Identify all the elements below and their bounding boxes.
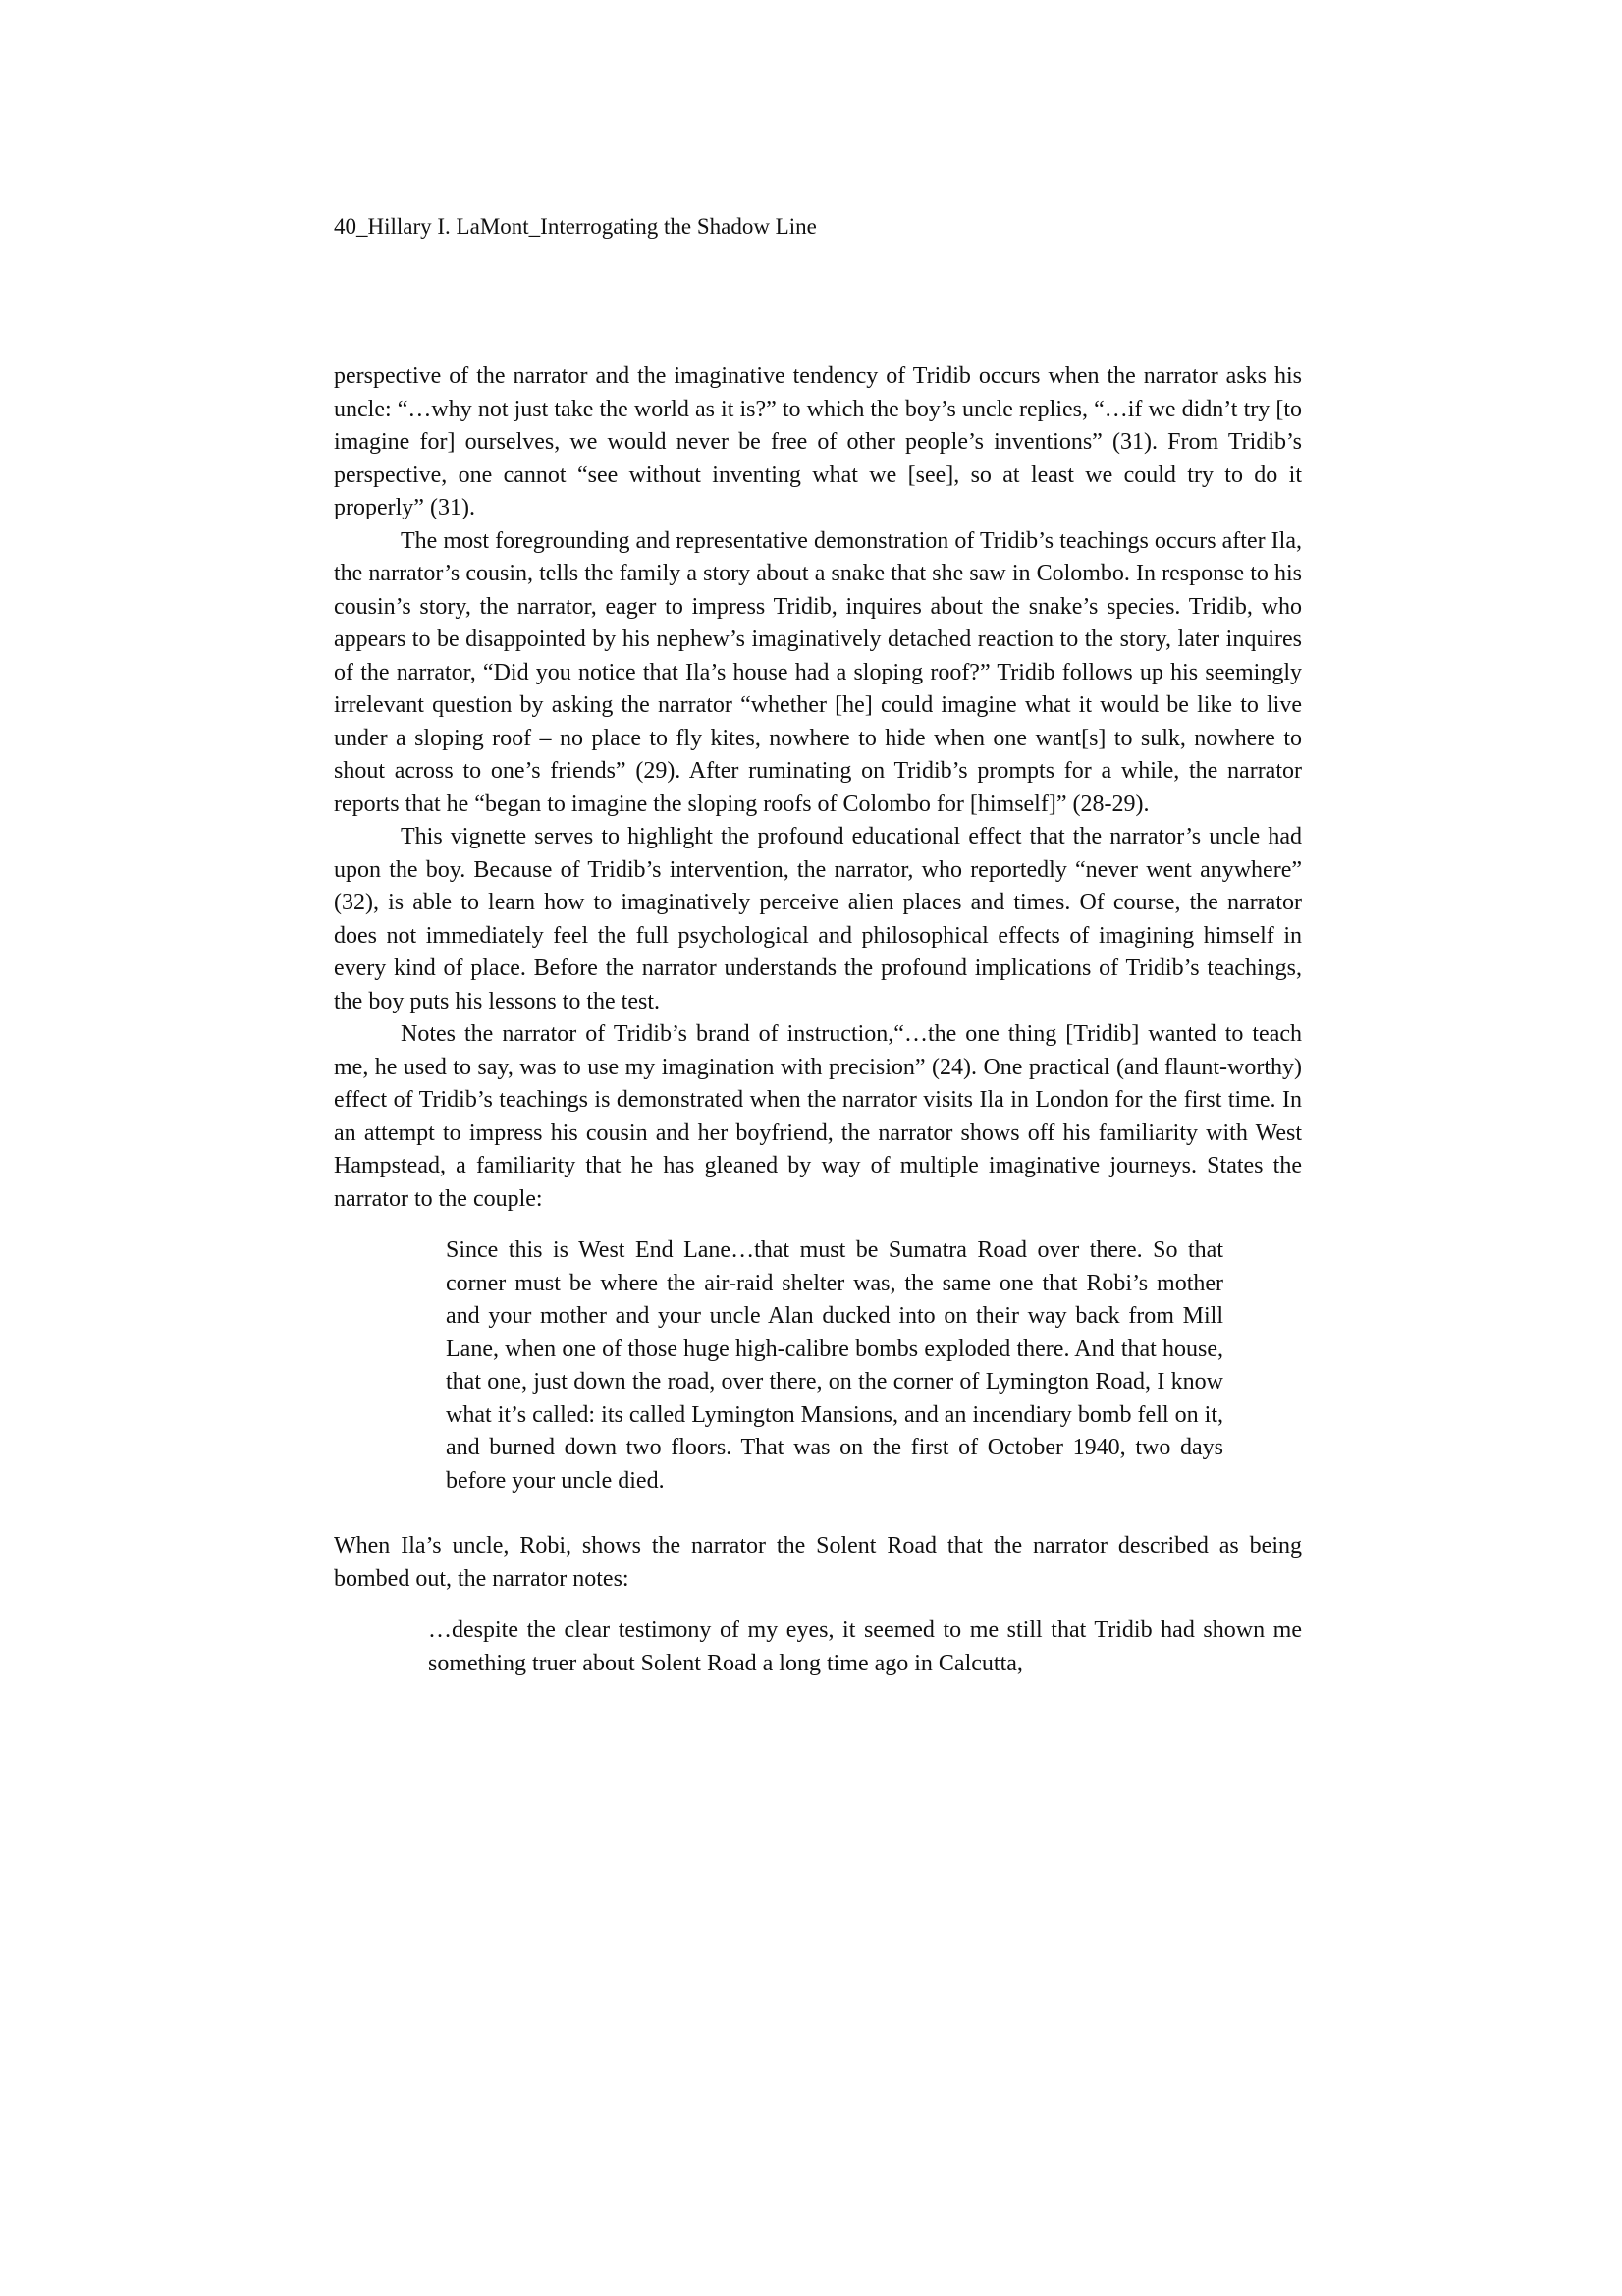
paragraph-solent-road: When Ila’s uncle, Robi, shows the narrator the Solent Road that the narrator described as being bombed out, the narrator notes:: [334, 1533, 1302, 1592]
paragraph-snake-story: The most foregrounding and representative demonstration of Tridib’s teachings occurs after Ila, the narrator’s cousin, tells the family a story about a snake that she saw in Colombo. In response to his cousin’s story, the narrator, eager to impress Tridib, inquires about the snake’s species. Tridib, who appears to be disappointed by his nephew’s imaginatively detached reaction to the story, later inquires of the narrator, “Did you notice that Ila’s house had a sloping roof?” Tridib follows up his seemingly irrelevant question by asking the narrator “whether [he] could imagine what it would be like to live under a sloping roof – no place to fly kites, nowhere to hide when one want[s] to sulk, nowhere to shout across to one’s friends” (29). After ruminating on Tridib’s prompts for a while, the narrator reports that he “began to imagine the sloping roofs of Colombo for [himself]” (28-29).: [334, 527, 1302, 817]
article-body: [334, 360, 1302, 1680]
paragraph-instruction: Notes the narrator of Tridib’s brand of instruction,“…the one thing [Tridib] wanted to teach me, he used to say, was to use my imagination with precision” (24). One practical (and flaunt-worthy) effect of Tridib’s teachings is demonstrated when the narrator visits Ila in London for the first time. In an attempt to impress his cousin and her boyfriend, the narrator shows off his familiarity with West Hampstead, a familiarity that he has gleaned by way of multiple imaginative journeys. States the narrator to the couple:: [334, 1021, 1302, 1212]
paragraph-continuation: perspective of the narrator and the imaginative tendency of Tridib occurs when the narrator asks his uncle: “…why not just take the world as it is?” to which the boy’s uncle replies, “…if we didn’t try [to imagine for] ourselves, we would never be free of other people’s inventions” (31). From Tridib’s perspective, one cannot “see without inventing what we [see], so at least we could try to do it properly” (31).: [334, 363, 1302, 520]
block-quote-west-end-lane: Since this is West End Lane…that must be Sumatra Road over there. So that corner must be where the air-raid shelter was, the same one that Robi’s mother and your mother and your uncle Alan ducked into on their way back from Mill Lane, when one of those huge high-calibre bombs exploded there. And that house, that one, just down the road, over there, on the corner of Lymington Road, I know what it’s called: its called Lymington Mansions, and an incendiary bomb fell on it, and burned down two floors. That was on the first of October 1940, two days before your uncle died.: [446, 1237, 1223, 1494]
block-quote-testimony: …despite the clear testimony of my eyes, it seemed to me still that Tridib had shown me something truer about Solent Road a long time ago in Calcutta,: [428, 1617, 1302, 1676]
paragraph-vignette: This vignette serves to highlight the profound educational effect that the narrator’s uncle had upon the boy. Because of Tridib’s intervention, the narrator, who reportedly “never went anywhere” (32), is able to learn how to imaginatively perceive alien places and times. Of course, the narrator does not immediately feel the full psychological and philosophical effects of imagining himself in every kind of place. Before the narrator understands the profound implications of Tridib’s teachings, the boy puts his lessons to the test.: [334, 824, 1302, 1014]
running-head: 40_Hillary I. LaMont_Interrogating the Shadow Line: [334, 214, 817, 239]
